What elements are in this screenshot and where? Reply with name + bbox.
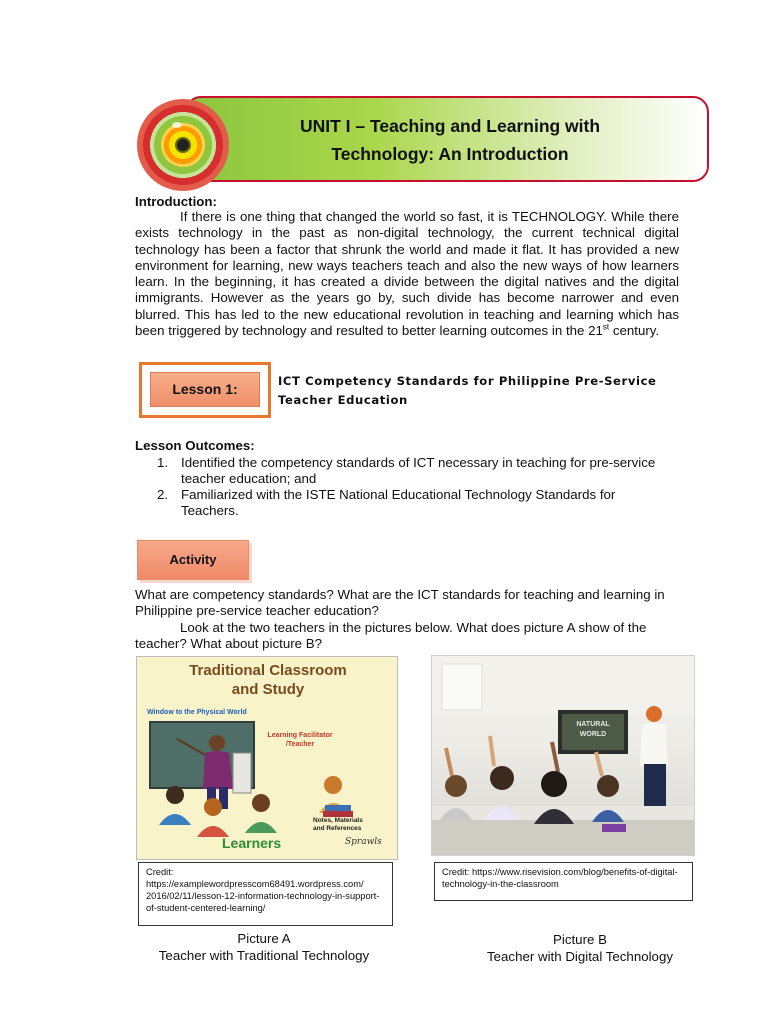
picture-b-digital-classroom bbox=[431, 655, 695, 856]
outcome-text: Familiarized with the ISTE National Educational Technology Standards for Teachers. bbox=[181, 487, 616, 519]
picture-b-credit: Credit: https://www.risevision.com/blog/benefits-of-digital-technology-in-the-classroom bbox=[434, 862, 693, 901]
display-screen bbox=[558, 710, 628, 754]
facilitator-label-line2: /Teacher bbox=[285, 741, 315, 748]
target-highlight bbox=[172, 122, 182, 128]
teacher-figure bbox=[640, 706, 668, 810]
lesson-label: Lesson 1: bbox=[150, 372, 260, 407]
activity-question: What are competency standards? What are the ICT standards for teaching and learning in Philippine pre-service teacher education? bbox=[135, 587, 665, 619]
introduction-heading: Introduction: bbox=[135, 194, 217, 209]
window-label: Window to the Physical World bbox=[147, 709, 247, 716]
picture-b-caption bbox=[452, 931, 708, 965]
notes-label bbox=[313, 817, 383, 833]
outcome-text: Identified the competency standards of ICT necessary in teaching for pre-service teacher education; and bbox=[181, 455, 656, 487]
activity-label: Activity bbox=[137, 540, 249, 580]
artist-signature: Sprawls bbox=[345, 837, 382, 847]
learners-label: Learners bbox=[222, 835, 282, 851]
lesson-title: ICT Competency Standards for Philippine Pre-Service Teacher Education bbox=[278, 374, 657, 407]
picture-a-traditional-classroom bbox=[136, 656, 398, 860]
introduction-text-end: century. bbox=[609, 323, 660, 339]
activity-prompt bbox=[135, 620, 679, 653]
picture-a-title-line1: Traditional Classroom bbox=[189, 662, 347, 679]
introduction-text: If there is one thing that changed the world so fast, it is TECHNOLOGY. While there exists technology in the past as non-digital technology, the current technical digital technology has been a factor that shrunk the world and made it flat. It has provided a new environment for learning, new ways teachers teach and also the new ways of how learners learn. In the beginning, it has created a divide between the digital natives and the digital immigrants. However as the years go by, such divide has become narrower and even blurred. This has led to the new educational revolution in teaching and learning which has been triggered by technology and resulted to better learning outcomes in the 21 bbox=[135, 209, 679, 339]
notes-label-line2: and References bbox=[313, 825, 362, 832]
outcome-item bbox=[157, 487, 679, 520]
digital-classroom-photo bbox=[432, 656, 695, 856]
picture-a-caption-line1: Picture A bbox=[237, 931, 291, 946]
picture-b-caption-line2: Teacher with Digital Technology bbox=[486, 949, 673, 964]
superscript-st: st bbox=[602, 322, 610, 332]
unit-title-line1: UNIT I – Teaching and Learning with bbox=[299, 116, 601, 136]
introduction-paragraph bbox=[135, 209, 679, 339]
picture-b-caption-line1: Picture B bbox=[553, 932, 607, 947]
notes-label-line1: Notes, Materials bbox=[313, 817, 363, 824]
picture-a-title-line2: and Study bbox=[231, 681, 305, 698]
unit-title bbox=[200, 112, 700, 168]
activity-prompt-text: Look at the two teachers in the pictures below. What does picture A show of the teacher? What about picture B? bbox=[135, 620, 647, 652]
outcome-number: 2. bbox=[157, 487, 169, 502]
picture-a-caption bbox=[136, 930, 392, 964]
picture-a-credit: Credit: https://examplewordpresscom68491.wordpress.com/ 2016/02/11/lesson-12-information-technology-in-support-of-student-centered-learning/ bbox=[138, 862, 393, 926]
teacher-figure bbox=[177, 735, 251, 809]
screen-text-line1: NATURAL bbox=[576, 721, 610, 728]
outcome-item bbox=[157, 455, 679, 488]
facilitator-label-line1: Learning Facilitator bbox=[267, 732, 333, 739]
outcomes-heading: Lesson Outcomes: bbox=[135, 438, 255, 453]
outcome-number: 1. bbox=[157, 455, 169, 470]
screen-text-line2: WORLD bbox=[579, 731, 607, 738]
unit-title-line2: Technology: An Introduction bbox=[331, 144, 569, 164]
picture-a-caption-line2: Teacher with Traditional Technology bbox=[158, 948, 370, 963]
